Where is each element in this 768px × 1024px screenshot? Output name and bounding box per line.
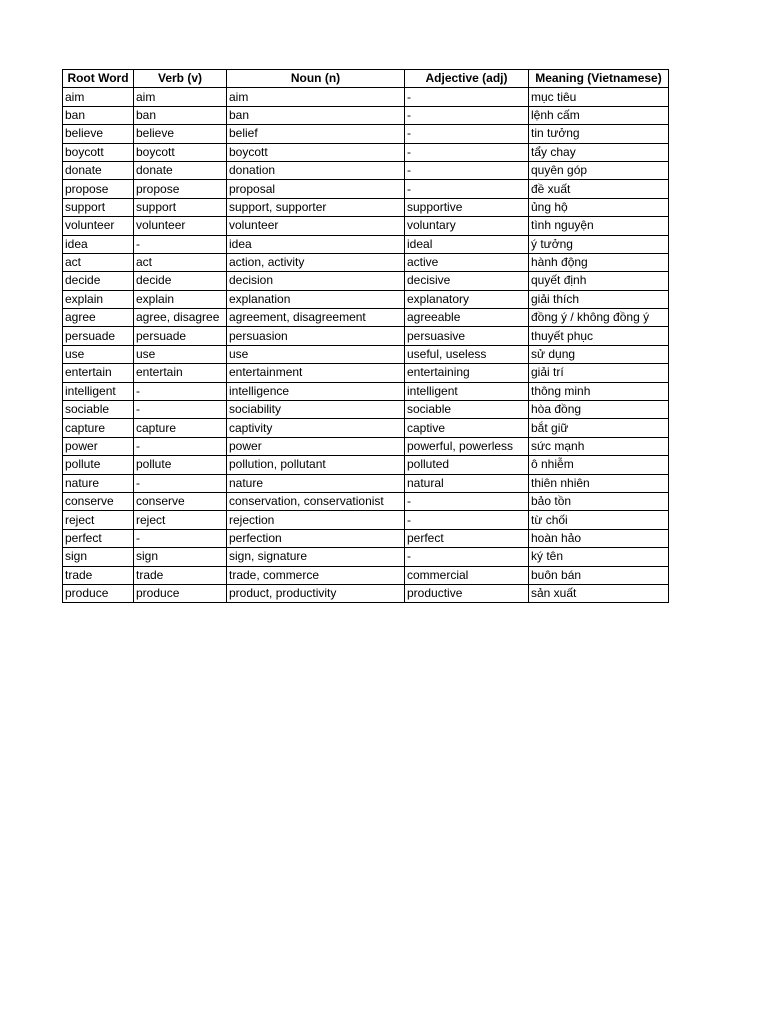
cell-meaning: tin tưởng <box>529 125 669 143</box>
cell-root-word: propose <box>63 180 134 198</box>
table-row <box>63 511 669 529</box>
cell-adjective: perfect <box>405 529 529 547</box>
cell-meaning: tình nguyện <box>529 217 669 235</box>
cell-meaning: lệnh cấm <box>529 106 669 124</box>
cell-root-word: act <box>63 253 134 271</box>
cell-noun: product, productivity <box>227 584 405 602</box>
cell-verb: explain <box>134 290 227 308</box>
cell-root-word: use <box>63 345 134 363</box>
cell-verb: support <box>134 198 227 216</box>
cell-verb: boycott <box>134 143 227 161</box>
cell-verb: reject <box>134 511 227 529</box>
table-row <box>63 382 669 400</box>
cell-verb: conserve <box>134 492 227 510</box>
cell-noun: trade, commerce <box>227 566 405 584</box>
cell-noun: sign, signature <box>227 548 405 566</box>
cell-meaning: bảo tồn <box>529 492 669 510</box>
table-row <box>63 106 669 124</box>
cell-verb: ban <box>134 106 227 124</box>
table-row <box>63 327 669 345</box>
cell-verb: - <box>134 401 227 419</box>
cell-noun: use <box>227 345 405 363</box>
cell-adjective: - <box>405 161 529 179</box>
column-header-meaning: Meaning (Vietnamese) <box>529 70 669 88</box>
table-row <box>63 456 669 474</box>
cell-adjective: - <box>405 548 529 566</box>
cell-noun: nature <box>227 474 405 492</box>
cell-adjective: - <box>405 511 529 529</box>
cell-root-word: trade <box>63 566 134 584</box>
cell-noun: boycott <box>227 143 405 161</box>
table-row <box>63 529 669 547</box>
cell-root-word: produce <box>63 584 134 602</box>
cell-root-word: nature <box>63 474 134 492</box>
cell-meaning: thiên nhiên <box>529 474 669 492</box>
cell-noun: support, supporter <box>227 198 405 216</box>
table-row <box>63 235 669 253</box>
cell-verb: capture <box>134 419 227 437</box>
cell-root-word: support <box>63 198 134 216</box>
cell-adjective: sociable <box>405 401 529 419</box>
cell-verb: aim <box>134 88 227 106</box>
table-row <box>63 125 669 143</box>
table-row <box>63 548 669 566</box>
table-row <box>63 217 669 235</box>
cell-root-word: reject <box>63 511 134 529</box>
cell-meaning: từ chối <box>529 511 669 529</box>
cell-meaning: thông minh <box>529 382 669 400</box>
cell-root-word: conserve <box>63 492 134 510</box>
cell-meaning: bắt giữ <box>529 419 669 437</box>
cell-verb: volunteer <box>134 217 227 235</box>
table-row <box>63 198 669 216</box>
cell-adjective: active <box>405 253 529 271</box>
cell-verb: pollute <box>134 456 227 474</box>
cell-adjective: - <box>405 106 529 124</box>
cell-noun: power <box>227 437 405 455</box>
cell-root-word: volunteer <box>63 217 134 235</box>
cell-adjective: explanatory <box>405 290 529 308</box>
cell-adjective: useful, useless <box>405 345 529 363</box>
column-header-verb: Verb (v) <box>134 70 227 88</box>
column-header-noun: Noun (n) <box>227 70 405 88</box>
table-row <box>63 161 669 179</box>
cell-adjective: powerful, powerless <box>405 437 529 455</box>
cell-meaning: đề xuất <box>529 180 669 198</box>
cell-root-word: pollute <box>63 456 134 474</box>
cell-meaning: ký tên <box>529 548 669 566</box>
word-forms-table <box>62 69 669 603</box>
cell-noun: rejection <box>227 511 405 529</box>
cell-meaning: quyên góp <box>529 161 669 179</box>
table-row <box>63 364 669 382</box>
cell-adjective: entertaining <box>405 364 529 382</box>
cell-noun: volunteer <box>227 217 405 235</box>
cell-noun: intelligence <box>227 382 405 400</box>
cell-noun: pollution, pollutant <box>227 456 405 474</box>
cell-root-word: boycott <box>63 143 134 161</box>
cell-adjective: intelligent <box>405 382 529 400</box>
cell-root-word: idea <box>63 235 134 253</box>
cell-noun: donation <box>227 161 405 179</box>
table-row <box>63 566 669 584</box>
cell-noun: ban <box>227 106 405 124</box>
cell-meaning: thuyết phục <box>529 327 669 345</box>
cell-meaning: đồng ý / không đồng ý <box>529 309 669 327</box>
table-body <box>63 88 669 603</box>
cell-noun: agreement, disagreement <box>227 309 405 327</box>
cell-noun: idea <box>227 235 405 253</box>
cell-root-word: persuade <box>63 327 134 345</box>
cell-root-word: intelligent <box>63 382 134 400</box>
cell-root-word: believe <box>63 125 134 143</box>
cell-verb: use <box>134 345 227 363</box>
cell-adjective: agreeable <box>405 309 529 327</box>
cell-noun: captivity <box>227 419 405 437</box>
table-header <box>63 70 669 88</box>
cell-meaning: ủng hộ <box>529 198 669 216</box>
table-row <box>63 419 669 437</box>
cell-verb: - <box>134 382 227 400</box>
cell-meaning: tẩy chay <box>529 143 669 161</box>
cell-noun: entertainment <box>227 364 405 382</box>
cell-verb: persuade <box>134 327 227 345</box>
cell-adjective: ideal <box>405 235 529 253</box>
cell-adjective: natural <box>405 474 529 492</box>
cell-adjective: - <box>405 88 529 106</box>
cell-noun: proposal <box>227 180 405 198</box>
cell-adjective: supportive <box>405 198 529 216</box>
cell-meaning: ý tưởng <box>529 235 669 253</box>
cell-verb: - <box>134 437 227 455</box>
cell-meaning: sản xuất <box>529 584 669 602</box>
cell-verb: decide <box>134 272 227 290</box>
cell-meaning: buôn bán <box>529 566 669 584</box>
table-row <box>63 492 669 510</box>
cell-noun: decision <box>227 272 405 290</box>
cell-meaning: sử dụng <box>529 345 669 363</box>
cell-meaning: hòa đồng <box>529 401 669 419</box>
table-row <box>63 290 669 308</box>
cell-verb: entertain <box>134 364 227 382</box>
cell-verb: agree, disagree <box>134 309 227 327</box>
cell-root-word: sign <box>63 548 134 566</box>
cell-adjective: - <box>405 492 529 510</box>
cell-root-word: agree <box>63 309 134 327</box>
cell-noun: persuasion <box>227 327 405 345</box>
cell-adjective: persuasive <box>405 327 529 345</box>
cell-verb: trade <box>134 566 227 584</box>
cell-adjective: decisive <box>405 272 529 290</box>
cell-meaning: ô nhiễm <box>529 456 669 474</box>
cell-meaning: quyết định <box>529 272 669 290</box>
cell-meaning: giải thích <box>529 290 669 308</box>
cell-adjective: - <box>405 143 529 161</box>
cell-verb: propose <box>134 180 227 198</box>
cell-adjective: captive <box>405 419 529 437</box>
table-row <box>63 309 669 327</box>
cell-verb: donate <box>134 161 227 179</box>
cell-root-word: perfect <box>63 529 134 547</box>
cell-noun: explanation <box>227 290 405 308</box>
table-row <box>63 180 669 198</box>
cell-root-word: aim <box>63 88 134 106</box>
table-row <box>63 272 669 290</box>
cell-root-word: decide <box>63 272 134 290</box>
cell-meaning: giải trí <box>529 364 669 382</box>
cell-noun: belief <box>227 125 405 143</box>
cell-verb: act <box>134 253 227 271</box>
cell-root-word: donate <box>63 161 134 179</box>
cell-verb: - <box>134 529 227 547</box>
cell-root-word: capture <box>63 419 134 437</box>
cell-verb: sign <box>134 548 227 566</box>
table-row <box>63 401 669 419</box>
cell-verb: believe <box>134 125 227 143</box>
cell-verb: produce <box>134 584 227 602</box>
column-header-root-word: Root Word <box>63 70 134 88</box>
table-row <box>63 253 669 271</box>
cell-meaning: hoàn hảo <box>529 529 669 547</box>
table-row <box>63 143 669 161</box>
cell-root-word: entertain <box>63 364 134 382</box>
cell-meaning: mục tiêu <box>529 88 669 106</box>
table-row <box>63 345 669 363</box>
cell-adjective: polluted <box>405 456 529 474</box>
cell-adjective: productive <box>405 584 529 602</box>
cell-root-word: power <box>63 437 134 455</box>
header-row <box>63 70 669 88</box>
cell-root-word: explain <box>63 290 134 308</box>
cell-noun: action, activity <box>227 253 405 271</box>
cell-root-word: sociable <box>63 401 134 419</box>
cell-noun: conservation, conservationist <box>227 492 405 510</box>
cell-noun: perfection <box>227 529 405 547</box>
cell-verb: - <box>134 474 227 492</box>
cell-meaning: hành động <box>529 253 669 271</box>
cell-meaning: sức mạnh <box>529 437 669 455</box>
cell-adjective: - <box>405 125 529 143</box>
table-row <box>63 584 669 602</box>
cell-adjective: - <box>405 180 529 198</box>
cell-noun: sociability <box>227 401 405 419</box>
cell-root-word: ban <box>63 106 134 124</box>
table-row <box>63 474 669 492</box>
cell-adjective: voluntary <box>405 217 529 235</box>
column-header-adjective: Adjective (adj) <box>405 70 529 88</box>
table-row <box>63 437 669 455</box>
cell-verb: - <box>134 235 227 253</box>
table-row <box>63 88 669 106</box>
cell-noun: aim <box>227 88 405 106</box>
cell-adjective: commercial <box>405 566 529 584</box>
